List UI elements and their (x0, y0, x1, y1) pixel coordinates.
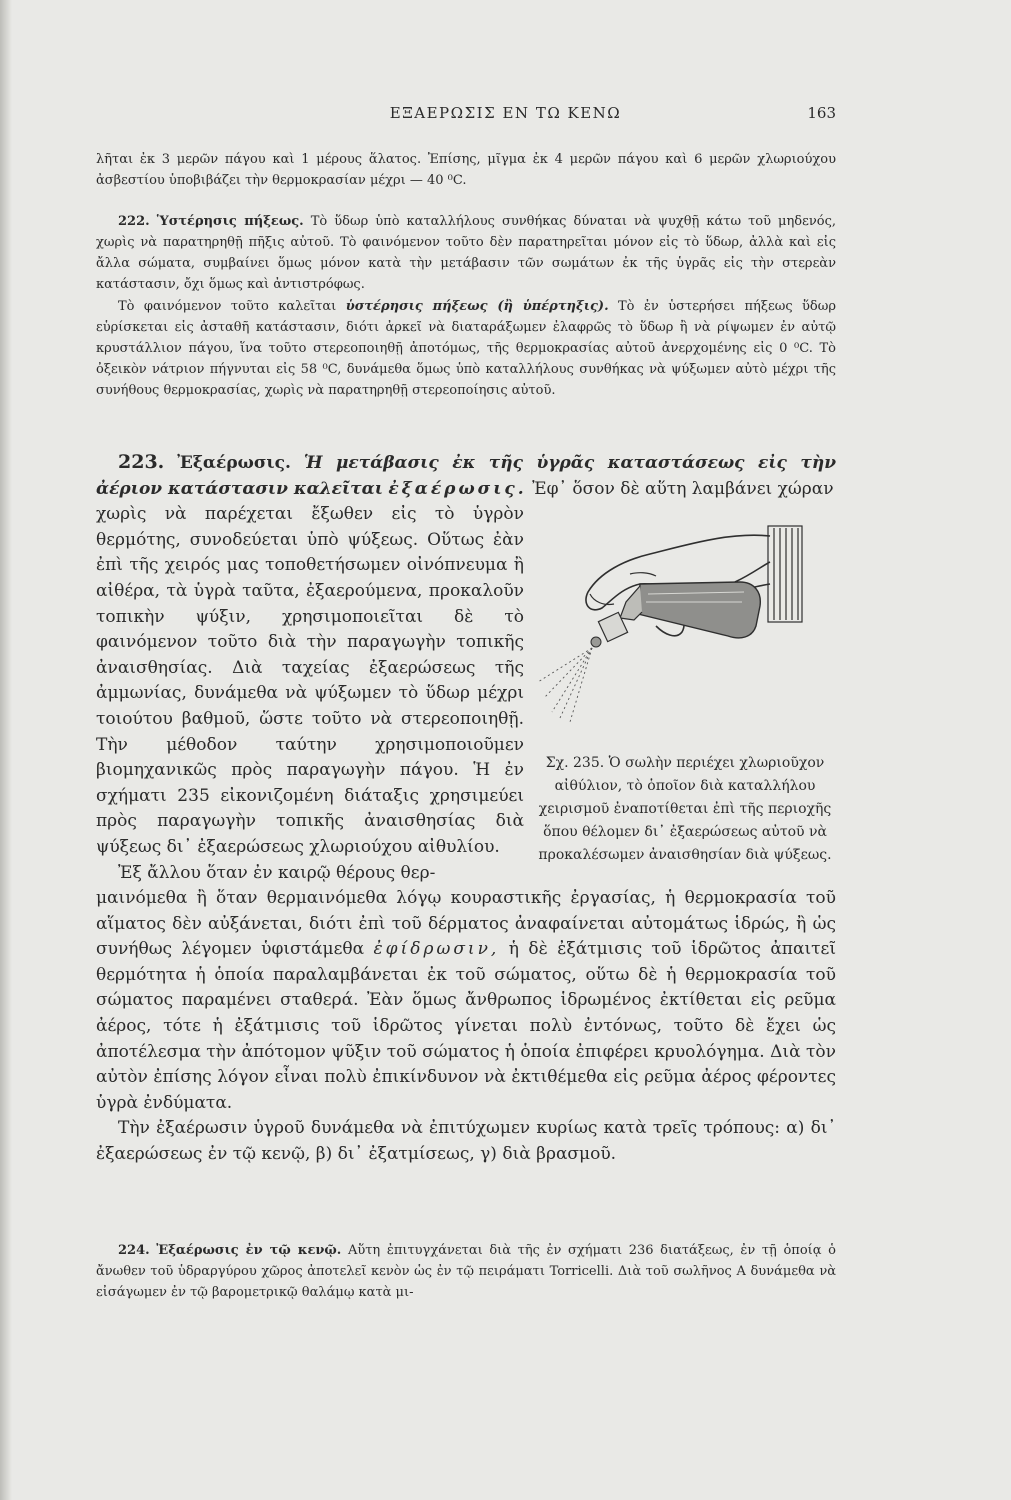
section-223-paragraph-2 (96, 886, 836, 1116)
section-224-title: Ἐξαέρωσις ἐν τῷ κενῷ. (156, 1243, 342, 1258)
figure-235-caption-text: Σχ. 235. Ὁ σωλὴν περιέχει χλωριοῦχον αἰθύλιον, τὸ ὁποῖον διὰ καταλλήλου χειρισμοῦ ἐναποτίθεται ἐπὶ τῆς περιοχῆς ὅπου θέλομεν δι᾿ ἐξαερώσεως αὐτοῦ νὰ προκαλέσωμεν ἀναισθησίαν διὰ ψύξεως. (538, 755, 832, 863)
spray-lines (538, 648, 592, 722)
section-223-p3: Τὴν ἐξαέρωσιν ὑγροῦ δυνάμεθα νὰ ἐπιτύχωμεν κυρίως κατὰ τρεῖς τρόπους: α) δι᾿ ἐξαερώσεως ἐν τῷ κενῷ, β) δι᾿ ἐξατμίσεως, γ) διὰ βρασμοῦ. (96, 1118, 836, 1165)
section-222-text-2b: Τὸ ἐν ὑστερήσει πήξεως ὕδωρ εὑρίσκεται εἰς ἀσταθῆ κατάστασιν, διότι ἀρκεῖ νὰ διαταράξωμεν ἐλαφρῶς τὸ ὕδωρ ἢ νὰ ρίψωμεν ἐν αὐτῷ κρυστάλλιον πάγου, ἵνα τοῦτο στερεοποιηθῇ ἀποτόμως, τῆς θερμοκρασίας αὐτοῦ ἀνερχομένης εἰς 0 ⁰C. Τὸ ὀξεικὸν νάτριον πήγνυται εἰς 58 ⁰C, δυνάμεθα ὅμως ὑπὸ καταλλήλους συνθήκας νὰ ψύξωμεν αὐτὸ μέχρι τῆς συνήθους θερμοκρασίας, χωρὶς νὰ παρατηρηθῇ στερεοποίησις αὐτοῦ. (96, 299, 836, 398)
section-223-p2-term: ἐφίδρωσιν, (373, 939, 500, 960)
section-222-text-2a: Τὸ φαινόμενον τοῦτο καλεῖται (118, 299, 337, 314)
section-223-wrapped-text (96, 502, 524, 860)
section-222-title: Ὑστέρησις πήξεως. (156, 214, 304, 229)
section-223-p2-wrap: Ἐξ ἄλλου ὅταν ἐν καιρῷ θέρους θερ- (118, 862, 436, 883)
section-223-p2-a: μαινόμεθα ἢ ὅταν θερμαινόμεθα λόγῳ κουραστικῆς ἐργασίας, ἡ θερμοκρασία τοῦ αἵματος δὲν αὐξάνεται, διότι ἐπὶ τοῦ δέρματος ἀναφαίνεται αὐτομάτως ἱδρώς, ἢ ὡς συνήθως λέγομεν ὑφιστάμεθα (96, 888, 836, 960)
section-223-paragraph-2-start (96, 861, 524, 887)
page-number: 163 (807, 104, 836, 122)
section-223-paragraph-3 (96, 1116, 836, 1167)
section-224-paragraph (96, 1240, 836, 1303)
section-223-lead-lines (96, 450, 836, 502)
section-223-wrap-text: χωρὶς νὰ παρέχεται ἔξωθεν εἰς τὸ ὑγρὸν θερμότης, συνοδεύεται ὑπὸ ψύξεως. Οὕτως ἐὰν ἐπὶ τῆς χειρός μας τοποθετήσωμεν οἰνόπνευμα ἢ αἰθέρα, τὰ ὑγρὰ ταῦτα, ἐξαερούμενα, προκαλοῦν τοπικὴν ψύξιν, χρησιμοποιεῖται δὲ τὸ φαινόμενον τοῦτο διὰ τὴν παραγωγὴν τοπικῆς ἀναισθησίας. Διὰ ταχείας ἐξαερώσεως τῆς ἀμμωνίας, δυνάμεθα νὰ ψύξωμεν τὸ ὕδωρ μέχρι τοιούτου βαθμοῦ, ὥστε τοῦτο νὰ στερεοποιηθῇ. Τὴν μέθοδον ταύτην χρησιμοποιοῦμεν βιομηχανικῶς πρὸς παραγωγὴν πάγου. Ἡ ἐν σχήματι 235 εἰκονιζομένη διάταξις χρησιμεύει πρὸς παραγωγὴν τοπικῆς ἀναισθησίας διὰ ψύξεως δι᾿ ἐξαερώσεως χλωριούχου αἰθυλίου. (96, 504, 524, 857)
section-224-number: 224. (118, 1243, 150, 1258)
section-223-definition: Ἡ μετάβασις ἐκ τῆς ὑγρᾶς καταστάσεως εἰς τὴν ἀέριον κατάστασιν καλεῖται (96, 453, 836, 499)
section-224-text: Αὕτη ἐπιτυγχάνεται διὰ τῆς ἐν σχήματι 236 διατάξεως, ἐν τῇ ὁποίᾳ ὁ ἄνωθεν τοῦ ὑδραργύρου χῶρος ἀποτελεῖ κενὸν ὡς ἐν τῷ πειράματι Torricelli. Διὰ τοῦ σωλῆνος Α δυνάμεθα νὰ εἰσάγωμεν ἐν τῷ βαρομετρικῷ θαλάμῳ κατὰ μι- (96, 1243, 836, 1300)
running-title: ΕΞΑΕΡΩΣΙΣ ΕΝ ΤΩ ΚΕΝΩ (389, 104, 622, 122)
section-222-paragraph-1 (96, 211, 836, 295)
intro-text: λῆται ἐκ 3 μερῶν πάγου καὶ 1 μέρους ἅλατος. Ἐπίσης, μῖγμα ἐκ 4 μερῶν πάγου καὶ 6 μερῶν χλωριούχου ἀσβεστίου ὑποβιβάζει τὴν θερμοκρασίαν μέχρι — 40 ⁰C. (96, 152, 836, 188)
section-222-number: 222. (118, 214, 150, 229)
figure-235-illustration (530, 522, 840, 732)
section-222-term: ὑστέρησις πήξεως (ἢ ὑπέρτηξις). (345, 299, 609, 314)
intro-paragraph (96, 149, 836, 191)
section-223-p2-b: ἡ δὲ ἐξάτμισις τοῦ ἱδρῶτος ἀπαιτεῖ θερμότητα ἡ ὁποία παραλαμβάνεται ἐκ τοῦ σώματος, οὕτω δὲ ἡ θερμοκρασία τοῦ σώματος παραμένει σταθερά. Ἐὰν ὅμως ἄνθρωπος ἱδρωμένος ἐκτίθεται εἰς ρεῦμα ἀέρος, τότε ἡ ἐξάτμισις τοῦ ἱδρῶτος γίνεται πολὺ ἐντόνως, τοῦτο δὲ ἔχει ὡς ἀποτέλεσμα τὴν ἀπότομον ψῦξιν τοῦ σώματος ἡ ὁποία ἐπιφέρει κρυολόγημα. Διὰ τὸν αὐτὸν ἐπίσης λόγον εἶναι πολὺ ἐπικίνδυνον νὰ ἐκτιθέμεθα εἰς ρεῦμα ἀέρος φέροντες ὑγρὰ ἐνδύματα. (96, 939, 837, 1113)
section-223-lead-rest: Ἐφ᾿ ὅσον δὲ αὕτη λαμβάνει χώραν (532, 478, 834, 499)
section-222-text-1: Τὸ ὕδωρ ὑπὸ καταλλήλους συνθήκας δύναται νὰ ψυχθῇ κάτω τοῦ μηδενός, χωρὶς νὰ παρατηρηθῇ πῆξις αὐτοῦ. Τὸ φαινόμενον τοῦτο δὲν παρατηρεῖται μόνον εἰς τὸ ὕδωρ, ἀλλὰ καὶ εἰς ἄλλα σώματα, συμβαίνει ὅμως μόνον κατὰ τὴν μετάβασιν τῶν σωμάτων ἐκ τῆς ὑγρᾶς εἰς τὴν στερεὰν κατάστασιν, ὄχι ὅμως καὶ ἀντιστρόφως. (96, 214, 837, 292)
section-223-term: ἐξαέρωσις. (388, 478, 527, 499)
section-223-number: 223. (118, 451, 165, 473)
ethyl-chloride-tube-shape (591, 582, 760, 647)
section-223-title: Ἐξαέρωσις. (177, 453, 291, 473)
figure-235-caption (532, 752, 838, 867)
section-222-paragraph-2 (96, 296, 836, 401)
sleeve-cuff-shape (768, 526, 802, 622)
